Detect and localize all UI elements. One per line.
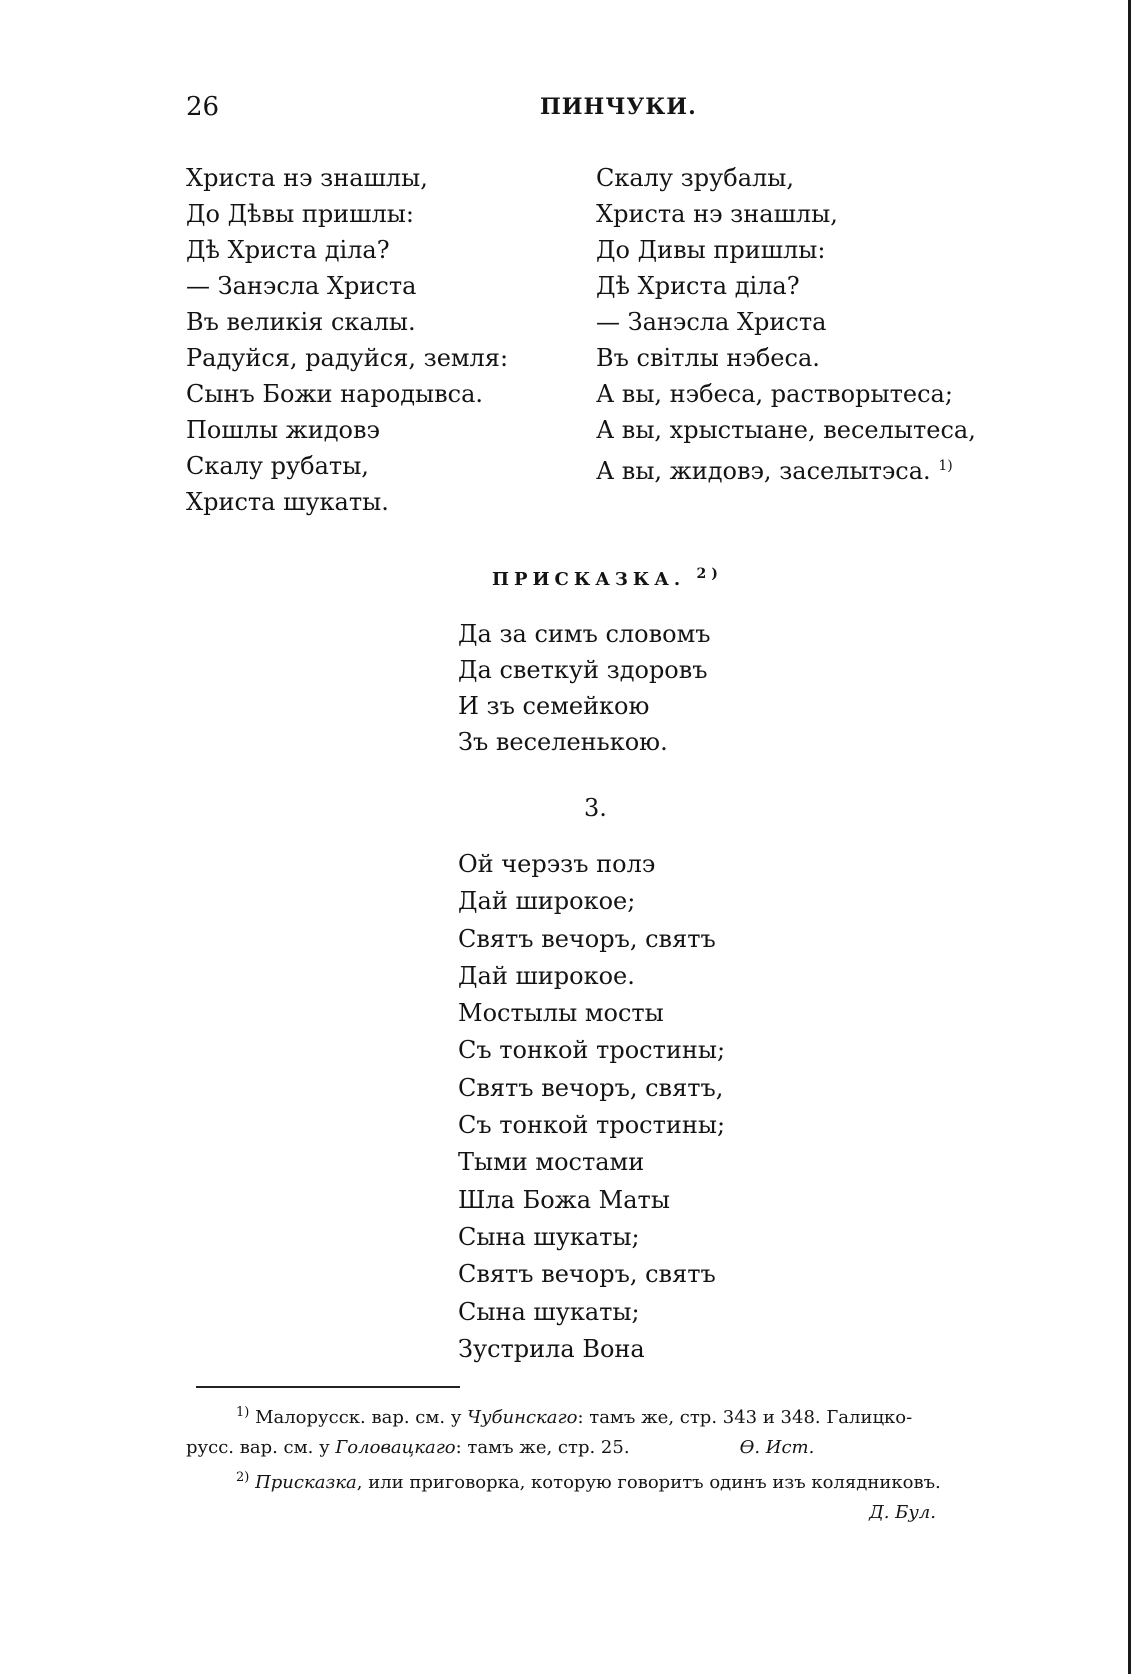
verse-line: Христа нэ знашлы, [186,164,428,192]
page-number: 26 [186,92,220,122]
verse-line: Скалу зрубалы, [596,164,794,192]
verse-line: До Дивы пришлы: [596,236,826,264]
verse-text: А вы, жидовэ, заселытэса. [596,457,931,485]
song3-verse [458,846,725,1368]
verse-line: Пошлы жидовэ [186,416,380,444]
verse-line: Съ тонкой тростины; [458,1111,726,1140]
footnote-divider [196,1386,460,1388]
footnote-term: Присказка [255,1472,357,1493]
verse-line: Съ тонкой тростины; [458,1036,726,1065]
section-heading-text: ПРИСКАЗКА. [492,569,686,590]
verse-line: А вы, нэбеса, растворытеса; [596,380,953,408]
verse-line: Мостылы мосты [458,999,664,1028]
verse-line: Ой черэзъ полэ [458,850,656,878]
verse-line: Дай широкое. [458,961,635,990]
section-number: 3. [584,794,607,822]
verse-line: Дай широкое; [458,887,636,916]
verse-line: И зъ семейкою [458,692,650,720]
cited-author: Головацкаго [335,1437,456,1458]
verse-line: Да за симъ словомъ [458,620,711,648]
verse-line: Святъ вечоръ, святъ, [458,1073,724,1102]
cited-author: Чубинскаго [467,1407,578,1428]
verse-line: Дѣ Христа діла? [596,272,800,300]
footnote-signature: Ѳ. Ист. [739,1437,815,1458]
section-heading [492,566,723,590]
verse-line: Сына шукаты; [458,1222,640,1251]
footnote-1 [186,1398,1006,1433]
footnote-text: , или приговорка, которую говоритъ одинъ изъ колядниковъ. [356,1472,941,1493]
verse-line: — Занэсла Христа [596,308,827,336]
footnote-text: : тамъ же, стр. 25. [455,1437,630,1458]
verse-line: Христа шукаты. [186,488,389,516]
priskazka-verse [458,616,711,760]
verse-line: Скалу рубаты, [186,452,369,480]
verse-line: А вы, хрыстыане, веселытеса, [596,416,976,444]
footnote-text: : тамъ же, стр. 343 и 348. Галицко- [577,1407,913,1428]
verse-line: Зустрила Вона [458,1334,645,1363]
footnote-signature: Д. Бул. [869,1502,936,1523]
footnote-1-continued [186,1433,1006,1463]
song-right-column [596,160,976,489]
verse-line: Шла Божа Маты [458,1185,670,1214]
footnote-reference[interactable]: 1) [938,458,953,474]
verse-line: — Занэсла Христа [186,272,417,300]
footnote-text: Малорусск. вар. см. у [255,1407,468,1428]
verse-line: Въ світлы нэбеса. [596,344,820,372]
footnote-2 [186,1463,1006,1498]
footnotes [186,1398,1006,1528]
footnote-marker: 1) [236,1405,250,1420]
verse-line: Святъ вечоръ, святъ [458,924,716,953]
footnote-marker: 2) [236,1470,250,1485]
verse-line: Сынъ Божи народывса. [186,380,484,408]
verse-line: Дѣ Христа діла? [186,236,390,264]
verse-line: До Дѣвы пришлы: [186,200,414,228]
verse-line [596,448,976,489]
footnote-reference[interactable]: 2) [696,566,723,582]
page-edge-rule [1128,0,1131,1674]
verse-line: Сына шукаты; [458,1297,640,1326]
footnote-text: русс. вар. см. у [186,1437,336,1458]
verse-line: Да светкуй здоровъ [458,656,708,684]
verse-line: Радуйся, радуйся, земля: [186,344,509,372]
verse-line: Тыми мостами [458,1148,645,1177]
verse-line: Въ великія скалы. [186,308,416,336]
verse-line: Святъ вечоръ, святъ [458,1260,716,1289]
song-left-column [186,160,508,520]
verse-line: Христа нэ знашлы, [596,200,838,228]
running-title: ПИНЧУКИ. [540,94,697,120]
verse-line: Зъ веселенькою. [458,728,668,756]
